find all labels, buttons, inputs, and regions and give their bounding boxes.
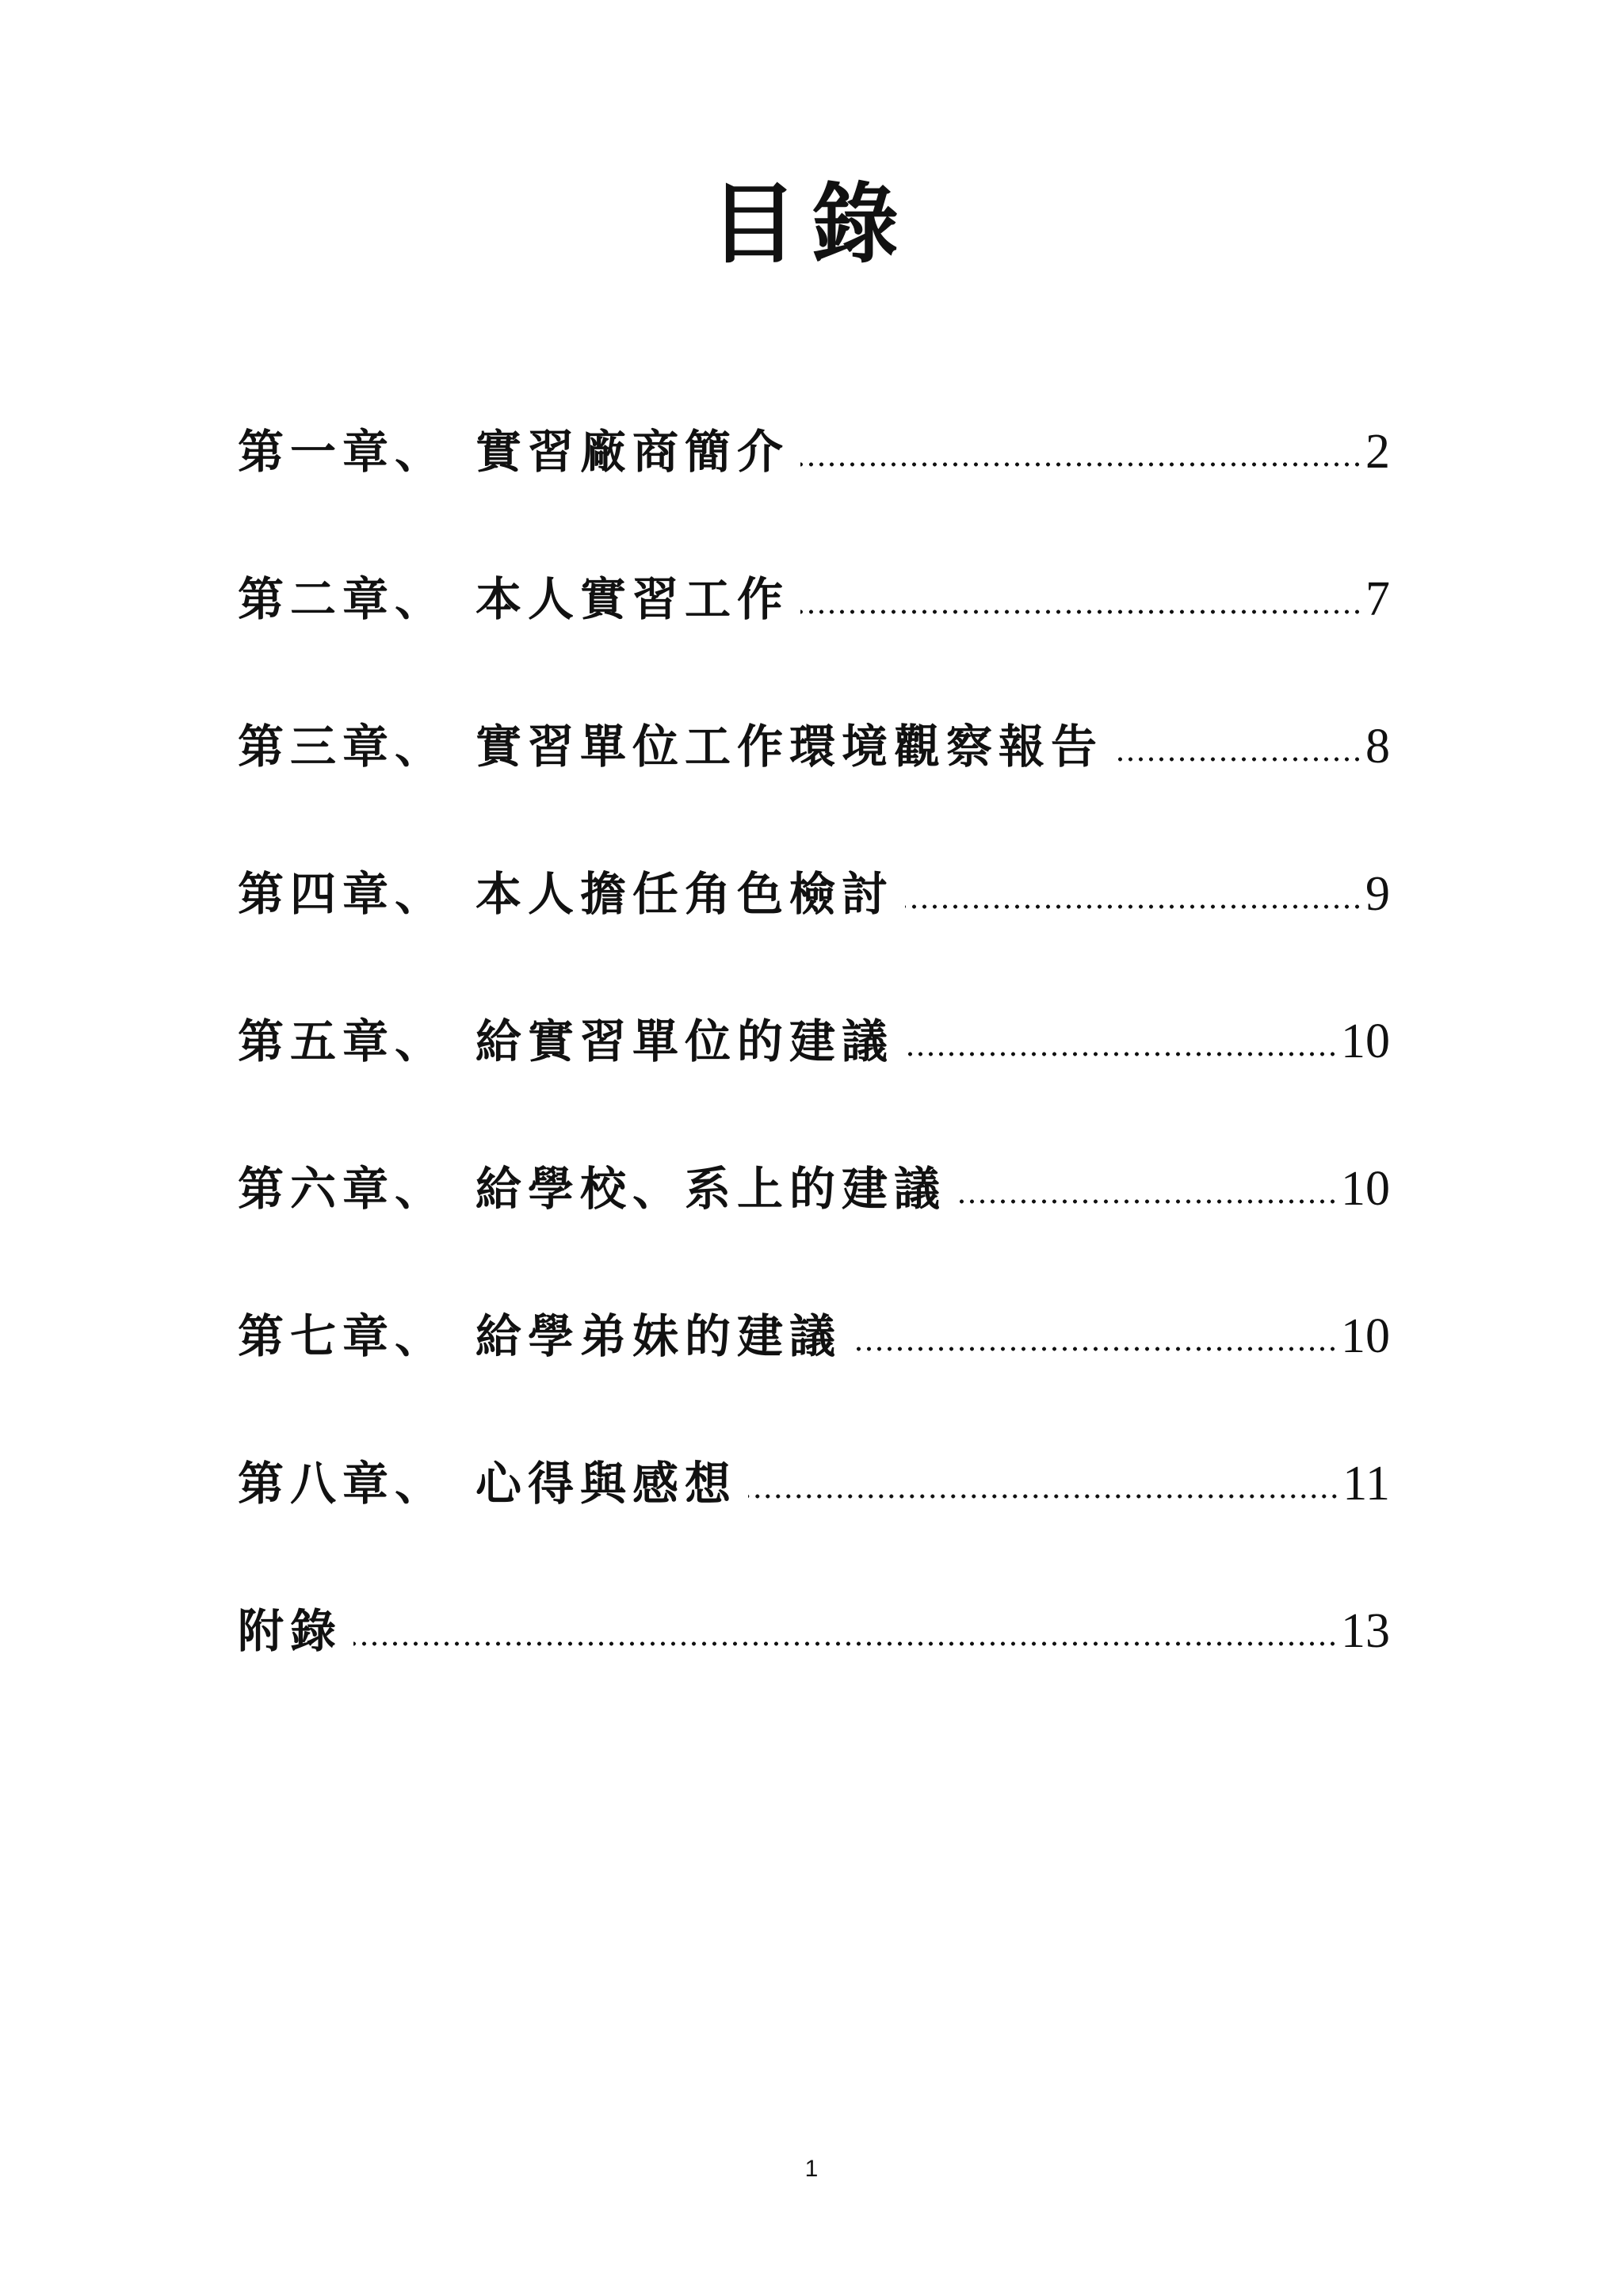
table-of-contents (238, 416, 1390, 1743)
toc-chapter-label: 第四章、 (238, 867, 448, 921)
toc-chapter-label: 第六章、 (238, 1162, 448, 1216)
toc-page-number: 2 (1365, 425, 1390, 479)
toc-leader-dots (800, 416, 1365, 487)
toc-page-number: 11 (1342, 1457, 1390, 1511)
toc-page-number: 10 (1341, 1309, 1390, 1363)
toc-leader-dots (905, 1006, 1341, 1077)
toc-entry-title: 本人實習工作 (475, 572, 790, 626)
toc-entry-6[interactable] (238, 1153, 1390, 1301)
toc-entry-title: 實習廠商簡介 (475, 425, 790, 479)
toc-page-number: 7 (1365, 572, 1390, 626)
toc-entry-title: 給學弟妹的建議 (475, 1309, 842, 1363)
toc-chapter-label: 第二章、 (238, 572, 448, 626)
toc-entry-7[interactable] (238, 1301, 1390, 1448)
toc-leader-dots (353, 1595, 1341, 1667)
toc-leader-dots (748, 1448, 1342, 1519)
toc-entry-1[interactable] (238, 416, 1390, 563)
toc-entry-2[interactable] (238, 563, 1390, 711)
toc-page-number: 13 (1341, 1604, 1390, 1658)
toc-chapter-label: 第三章、 (238, 720, 448, 774)
toc-page-number: 10 (1341, 1162, 1390, 1216)
toc-leader-dots (905, 858, 1365, 930)
toc-leader-dots (800, 563, 1365, 635)
toc-page-number: 10 (1341, 1014, 1390, 1068)
toc-page-number: 9 (1365, 867, 1390, 921)
page-number: 1 (804, 2156, 819, 2182)
toc-entry-8[interactable] (238, 1448, 1390, 1595)
toc-chapter-label: 第八章、 (238, 1457, 448, 1511)
toc-entry-appendix[interactable] (238, 1595, 1390, 1743)
toc-appendix-title: 附錄 (238, 1604, 343, 1658)
page-title: 目錄 (710, 173, 913, 275)
toc-entry-title: 本人擔任角色檢討 (475, 867, 895, 921)
toc-chapter-label: 第七章、 (238, 1309, 448, 1363)
toc-leader-dots (957, 1153, 1341, 1224)
toc-entry-title: 給學校、系上的建議 (475, 1162, 947, 1216)
toc-leader-dots (1114, 711, 1365, 782)
toc-page-number: 8 (1365, 720, 1390, 774)
toc-entry-5[interactable] (238, 1006, 1390, 1153)
toc-chapter-label: 第一章、 (238, 425, 448, 479)
toc-entry-title: 實習單位工作環境觀察報告 (475, 720, 1104, 774)
toc-entry-3[interactable] (238, 711, 1390, 858)
toc-entry-title: 心得與感想 (475, 1457, 738, 1511)
toc-chapter-label: 第五章、 (238, 1014, 448, 1068)
toc-entry-title: 給實習單位的建議 (475, 1014, 895, 1068)
toc-leader-dots (853, 1301, 1341, 1372)
toc-entry-4[interactable] (238, 858, 1390, 1006)
